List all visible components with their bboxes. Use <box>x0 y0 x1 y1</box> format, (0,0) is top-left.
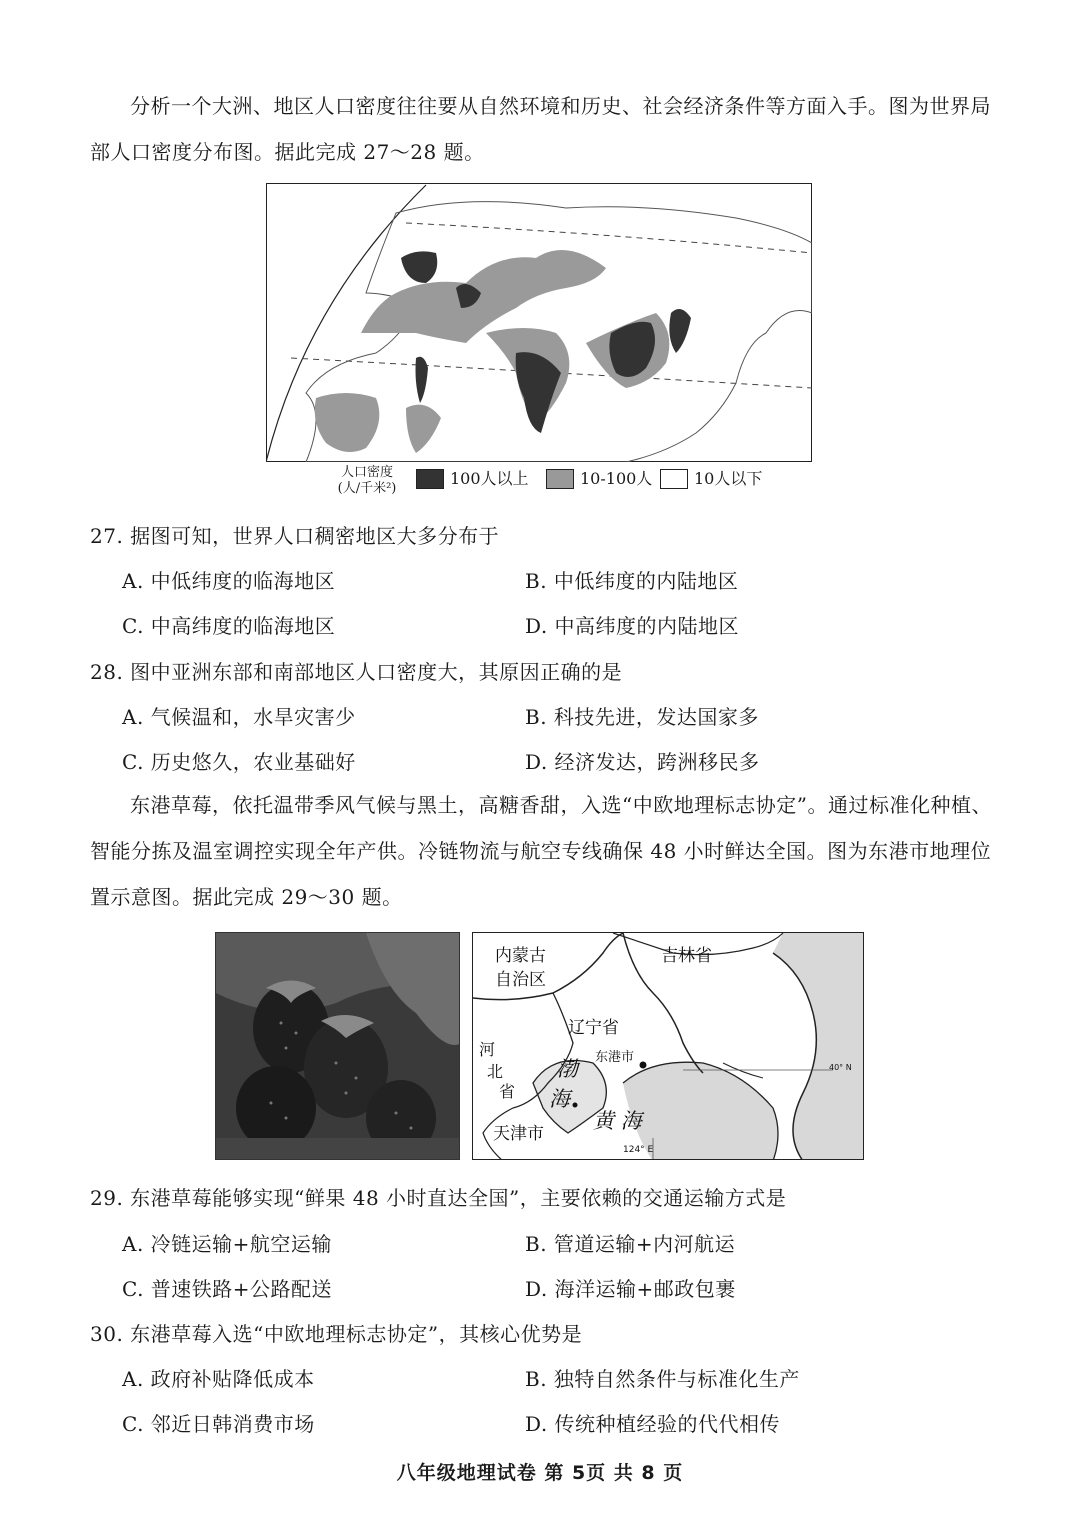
label-liaoning: 辽宁省 <box>568 1018 619 1038</box>
label-tianjin: 天津市 <box>493 1124 544 1144</box>
question-30-option-a: A. 政府补贴降低成本 <box>122 1367 315 1391</box>
label-huanghai: 黄 海 <box>593 1109 642 1133</box>
label-jilin: 吉林省 <box>661 946 712 966</box>
legend-label-medium: 10-100人 <box>580 469 653 488</box>
question-28-stem: 28. 图中亚洲东部和南部地区人口密度大，其原因正确的是 <box>90 660 623 684</box>
question-27-stem: 27. 据图可知，世界人口稠密地区大多分布于 <box>90 524 500 548</box>
question-27-option-c: C. 中高纬度的临海地区 <box>122 614 336 638</box>
legend-swatch-high <box>416 469 444 489</box>
label-hebei-2: 北 <box>487 1062 504 1081</box>
question-27-option-a: A. 中低纬度的临海地区 <box>122 569 336 593</box>
legend-swatch-low <box>660 469 688 489</box>
intro-paragraph-1 <box>90 83 995 175</box>
legend-title <box>330 465 404 497</box>
label-longitude: 124° E <box>623 1145 654 1155</box>
label-neimenggu-1: 内蒙古 <box>495 946 546 966</box>
question-28-option-b: B. 科技先进，发达国家多 <box>525 705 759 729</box>
legend-title-line-2: (人/千米²) <box>337 481 397 496</box>
question-30-option-c: C. 邻近日韩消费市场 <box>122 1412 315 1436</box>
intro-text-1: 分析一个大洲、地区人口密度往往要从自然环境和历史、社会经济条件等方面入手。图为世界局部人口密度分布图。据此完成 27～28 题。 <box>90 94 991 164</box>
strawberry-illustration <box>216 933 460 1160</box>
question-30-stem: 30. 东港草莓入选“中欧地理标志协定”，其核心优势是 <box>90 1322 583 1346</box>
legend-title-line-1: 人口密度 <box>340 465 393 480</box>
question-29-stem: 29. 东港草莓能够实现“鲜果 48 小时直达全国”，主要依赖的交通运输方式是 <box>90 1186 787 1210</box>
legend-label-low: 10人以下 <box>694 469 763 488</box>
label-donggang: 东港市 <box>595 1050 635 1065</box>
page-footer: 八年级地理试卷 第 5页 共 8 页 <box>396 1462 684 1484</box>
question-30-option-d: D. 传统种植经验的代代相传 <box>525 1412 781 1436</box>
population-density-map <box>266 183 812 462</box>
label-latitude: 40° N <box>829 1063 852 1072</box>
intro-text-2: 东港草莓，依托温带季风气候与黑土，高糖香甜，入选“中欧地理标志协定”。通过标准化种植、智能分拣及温室调控实现全年产供。冷链物流与航空专线确保 48 小时鲜达全国。图为东港市地理位置示意图。据此完成 29～30 题。 <box>90 793 992 909</box>
legend-label-high: 100人以上 <box>450 469 529 488</box>
label-hebei-3: 省 <box>499 1082 516 1101</box>
label-bohai-1: 渤 <box>557 1057 578 1081</box>
label-bohai-2: 海 <box>549 1087 570 1111</box>
question-30-option-b: B. 独特自然条件与标准化生产 <box>525 1367 800 1391</box>
question-28-option-d: D. 经济发达，跨洲移民多 <box>525 750 760 774</box>
legend-swatch-medium <box>546 469 574 489</box>
donggang-location-map <box>472 932 864 1160</box>
question-29-option-a: A. 冷链运输+航空运输 <box>122 1232 332 1256</box>
label-neimenggu-2: 自治区 <box>495 970 546 990</box>
question-27-option-d: D. 中高纬度的内陆地区 <box>525 614 740 638</box>
map-legend <box>330 465 830 505</box>
question-28-option-c: C. 历史悠久，农业基础好 <box>122 750 356 774</box>
question-29-option-b: B. 管道运输+内河航运 <box>525 1232 736 1256</box>
label-hebei-1: 河 <box>479 1040 496 1059</box>
question-27-option-b: B. 中低纬度的内陆地区 <box>525 569 739 593</box>
question-28-option-a: A. 气候温和，水旱灾害少 <box>122 705 356 729</box>
intro-paragraph-2 <box>90 782 995 920</box>
question-29-option-d: D. 海洋运输+邮政包裹 <box>525 1277 736 1301</box>
strawberry-photo <box>215 932 460 1160</box>
question-29-option-c: C. 普速铁路+公路配送 <box>122 1277 333 1301</box>
